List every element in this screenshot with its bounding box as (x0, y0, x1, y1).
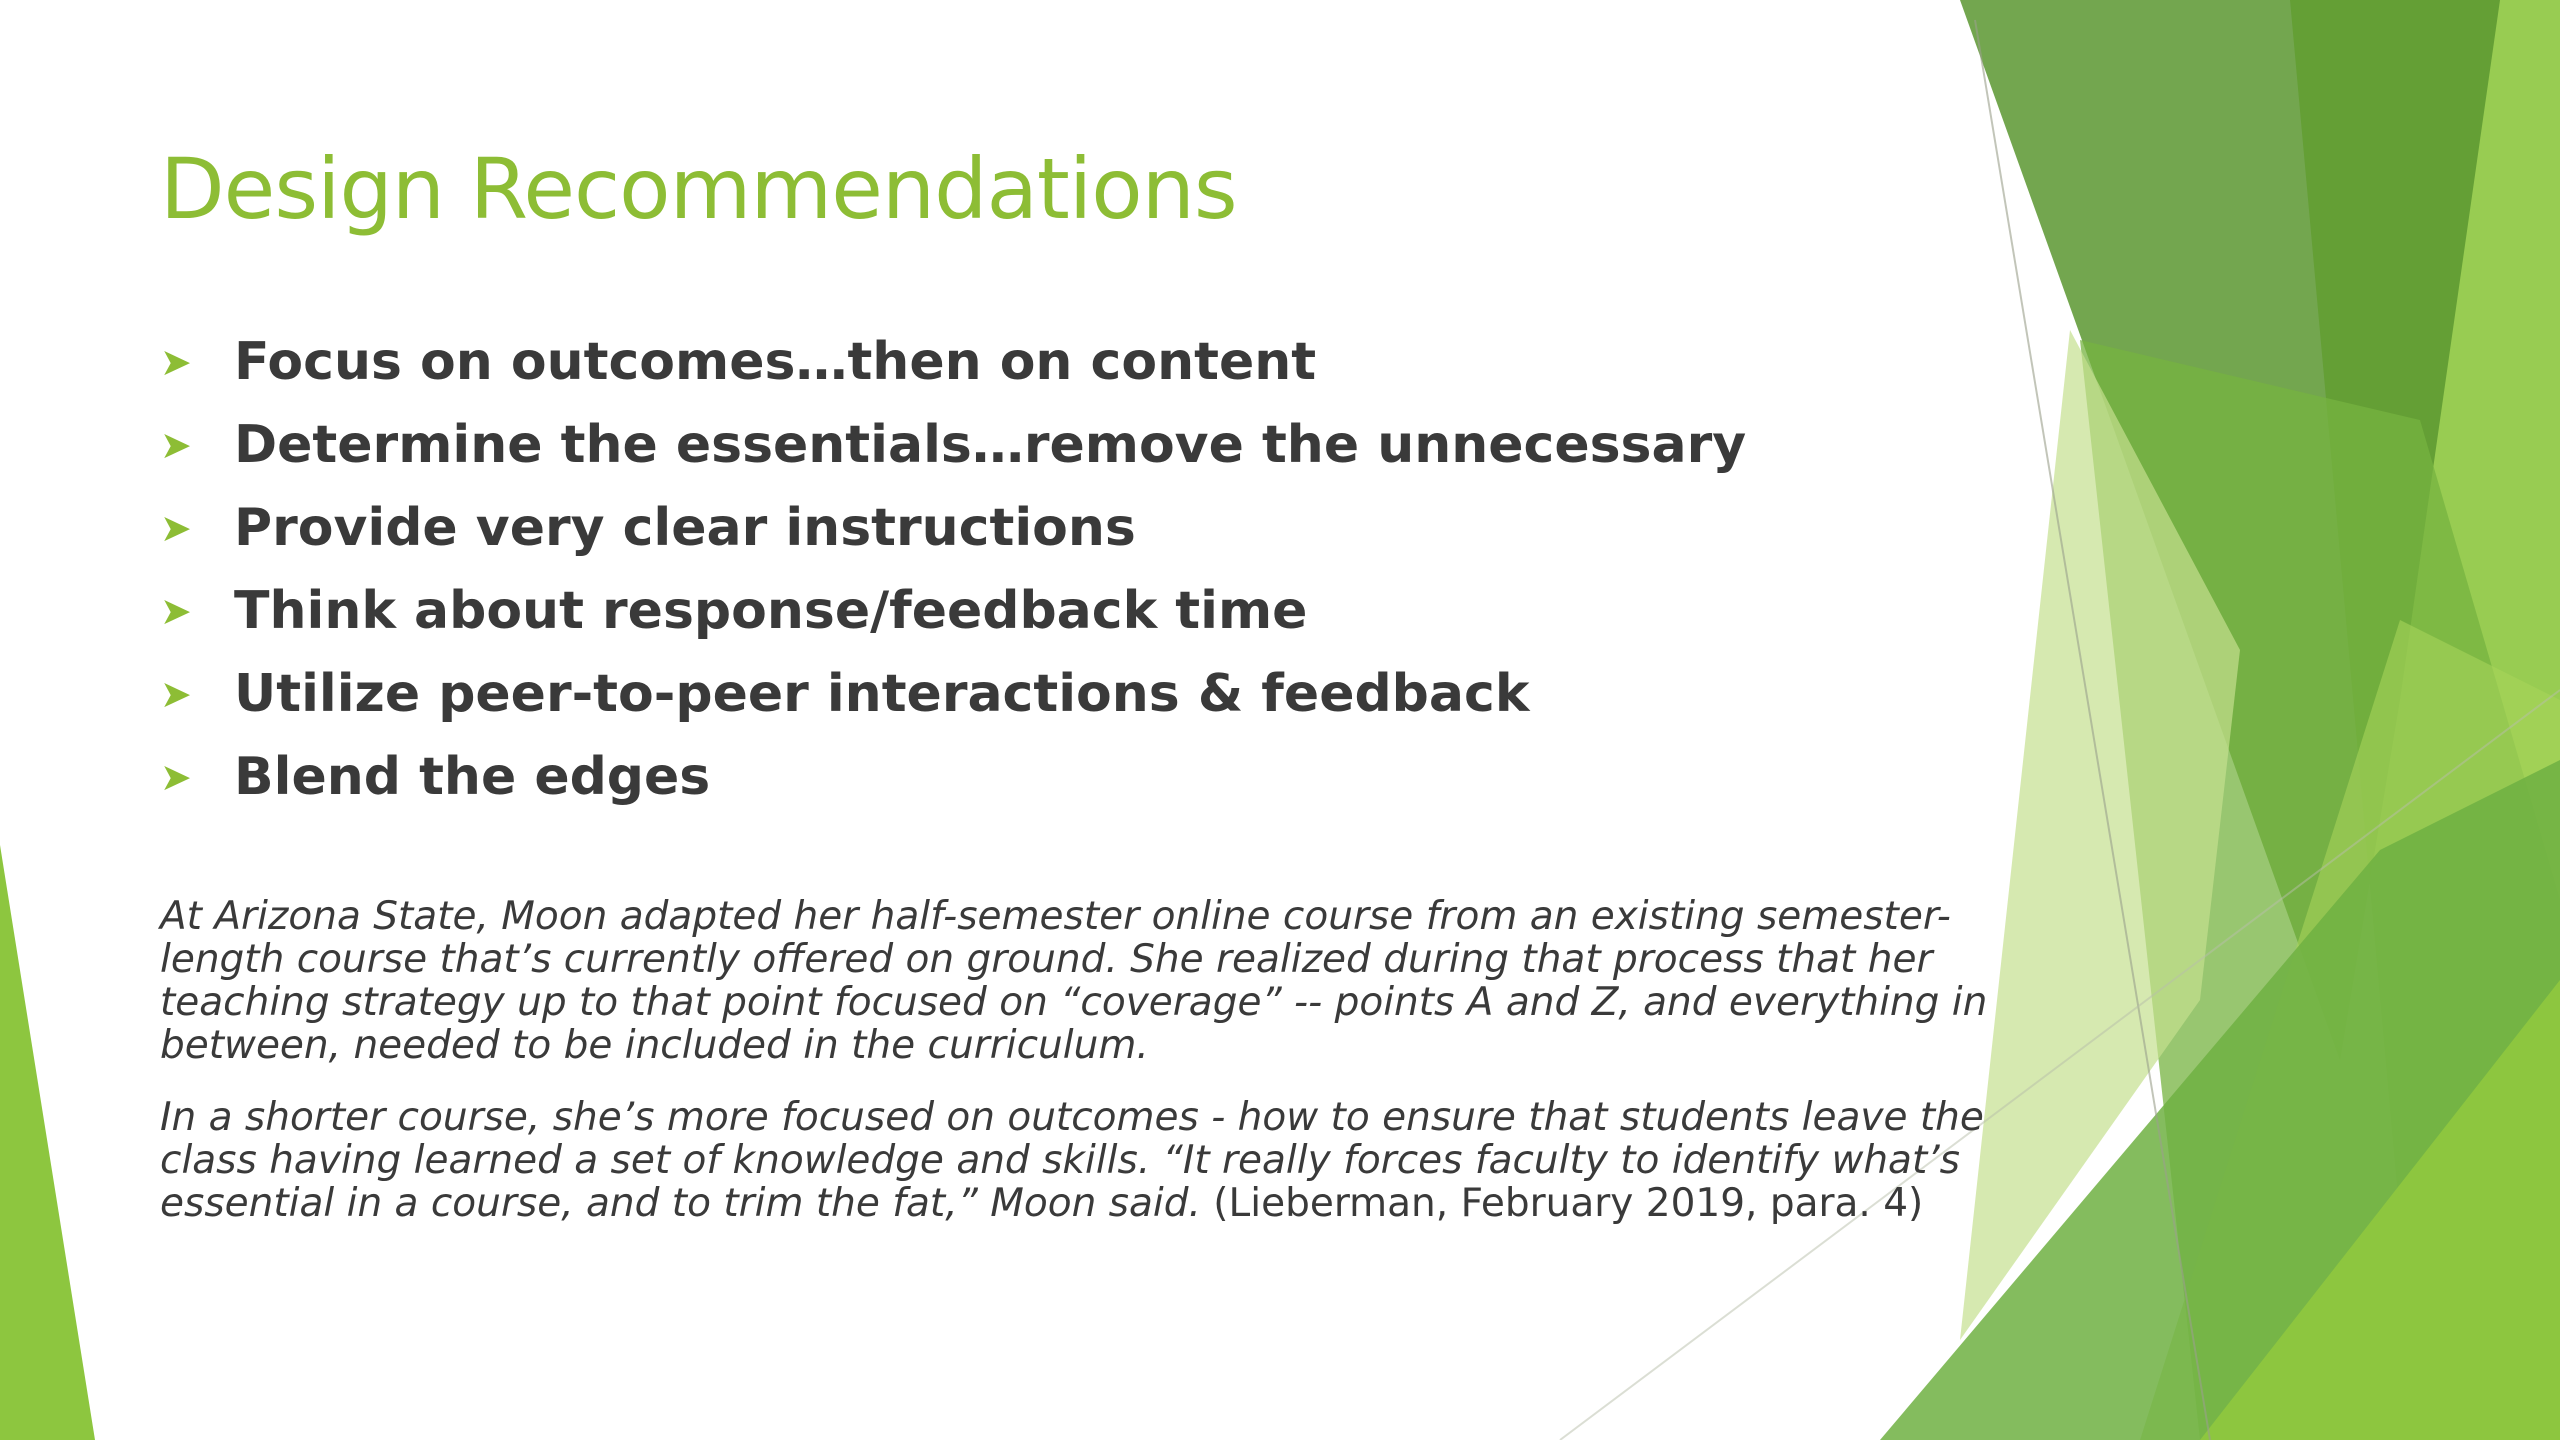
bullet-text: Provide very clear instructions (234, 497, 1136, 558)
bullet-text: Determine the essentials…remove the unnecessary (234, 414, 1747, 475)
bullet-text: Blend the edges (234, 746, 711, 807)
list-item (160, 569, 1746, 652)
list-item (160, 403, 1746, 486)
quote-paragraph-1 (160, 895, 2000, 1067)
list-item (160, 320, 1746, 403)
list-item (160, 652, 1746, 735)
quote-paragraph-1-text: At Arizona State, Moon adapted her half-semester online course from an existing semester-length course that’s currently offered on ground. She realized during that process that her teaching strategy up to that point focused on “coverage” -- points A and Z, and everything in between, needed to be included in the curriculum. (160, 894, 1988, 1068)
left-green-facet (0, 845, 95, 1440)
quote-paragraph-2-text: In a shorter course, she’s more focused on outcomes - how to ensure that students leave the class having learned a set of knowledge and skills. “It really forces faculty to identify what’s essential in a course, and to trim the fat,” Moon said. (160, 1095, 1984, 1226)
arrow-bullet-icon: ➤ (160, 339, 192, 384)
arrow-bullet-icon: ➤ (160, 588, 192, 633)
arrow-bullet-icon: ➤ (160, 422, 192, 467)
bullet-text: Focus on outcomes…then on content (234, 331, 1317, 392)
citation: (Lieberman, February 2019, para. 4) (1213, 1181, 1924, 1226)
quote-paragraph-2 (160, 1096, 2000, 1225)
arrow-bullet-icon: ➤ (160, 671, 192, 716)
list-item (160, 735, 1746, 818)
list-item (160, 486, 1746, 569)
arrow-bullet-icon: ➤ (160, 754, 192, 799)
arrow-bullet-icon: ➤ (160, 505, 192, 550)
recommendations-list (160, 320, 1746, 818)
slide-title: Design Recommendations (160, 140, 1237, 238)
bullet-text: Think about response/feedback time (234, 580, 1308, 641)
bullet-text: Utilize peer-to-peer interactions & feedback (234, 663, 1530, 724)
